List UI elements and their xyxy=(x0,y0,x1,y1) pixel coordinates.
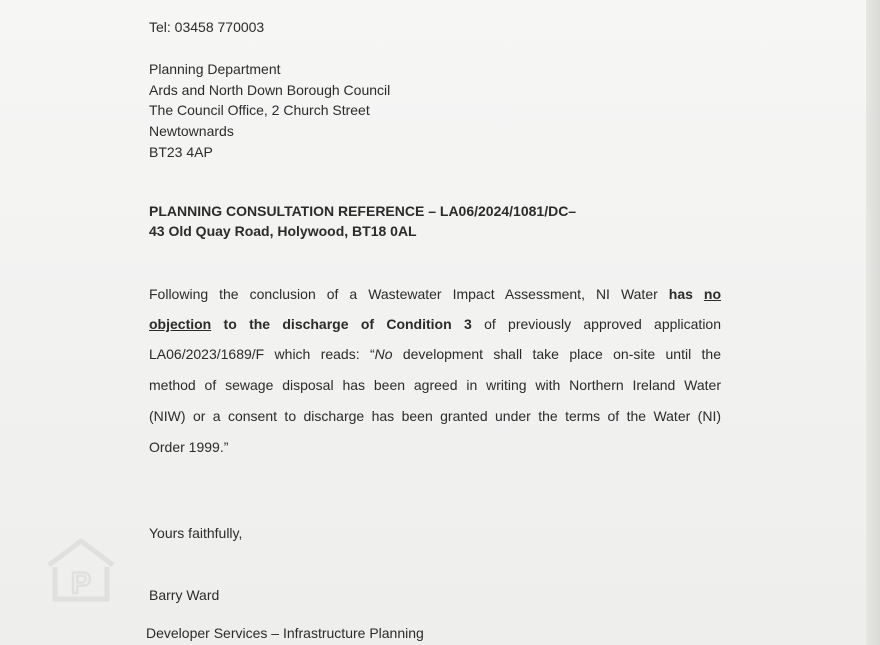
body-line-5: (NIW) or a consent to discharge has been granted under the terms of the Water (NI) xyxy=(149,408,721,424)
body-line-2 xyxy=(149,315,721,333)
watermark-letter: P xyxy=(70,567,92,600)
closing-salutation: Yours faithfully, xyxy=(149,525,243,541)
body-underlined-text: no xyxy=(703,286,722,302)
recipient-address: The Council Office, 2 Church Street xyxy=(149,102,370,118)
body-italic-text: No xyxy=(374,346,393,362)
body-line-4: method of sewage disposal has been agreed in writing with Northern Ireland Water xyxy=(149,377,721,393)
body-text: development shall take place on-site until the xyxy=(392,346,721,362)
recipient-council: Ards and North Down Borough Council xyxy=(149,82,391,98)
subject-address: 43 Old Quay Road, Holywood, BT18 0AL xyxy=(149,223,417,239)
subject-reference: PLANNING CONSULTATION REFERENCE – LA06/2024/1081/DC– xyxy=(149,203,577,219)
body-bold-text: to the discharge of Condition 3 xyxy=(223,316,472,332)
body-text: Following the conclusion of a Wastewater Impact Assessment, NI Water xyxy=(149,286,658,302)
recipient-department: Planning Department xyxy=(149,61,281,77)
body-line-6: Order 1999.” xyxy=(149,439,229,455)
body-line-3 xyxy=(149,345,721,363)
body-text: LA06/2023/1689/F which reads: “ xyxy=(149,346,375,362)
body-bold-text: has xyxy=(668,286,693,302)
page-edge xyxy=(866,0,880,645)
body-line-1 xyxy=(149,285,721,303)
recipient-postcode: BT23 4AP xyxy=(149,144,213,160)
body-underlined-text: objection xyxy=(149,316,212,332)
signatory-name: Barry Ward xyxy=(149,587,220,603)
body-text: of previously approved application xyxy=(484,316,721,332)
phone-number: Tel: 03458 770003 xyxy=(149,19,265,35)
signatory-title: Developer Services – Infrastructure Planning xyxy=(146,625,424,641)
property-logo-watermark-icon xyxy=(43,537,119,603)
recipient-town: Newtownards xyxy=(149,123,234,139)
